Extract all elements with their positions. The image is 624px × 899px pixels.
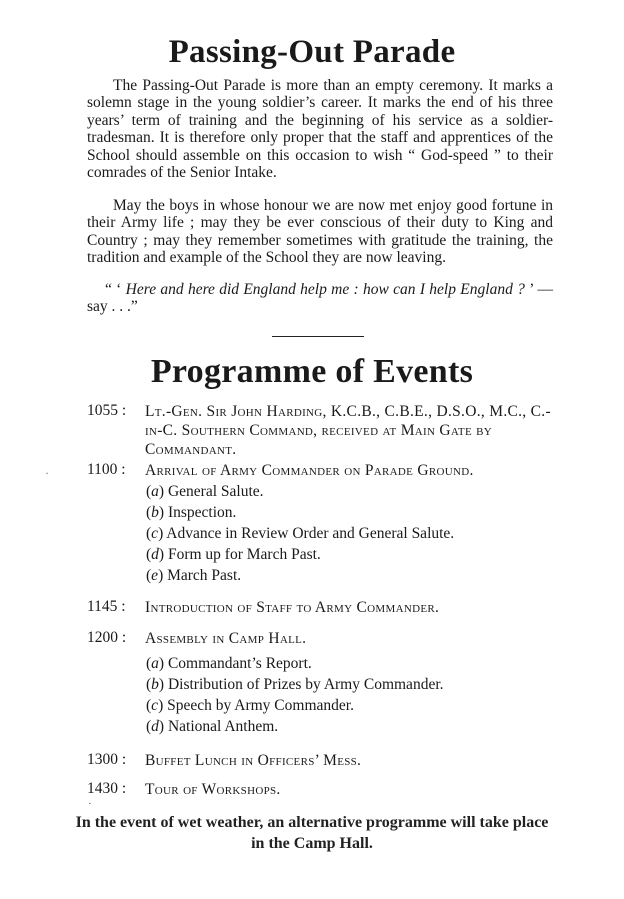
event-1100-item-d: (d) Form up for March Past.: [146, 546, 321, 563]
event-1100-item-b: (b) Inspection.: [146, 504, 237, 521]
event-1100-item-c: (c) Advance in Review Order and General Salute.: [146, 525, 455, 542]
event-1200-item-b: (b) Distribution of Prizes by Army Commander.: [146, 676, 444, 693]
programme-page: Passing-Out Parade The Passing-Out Parade is more than an empty ceremony. It marks a solemn stage in the young soldier’s career. It marks the end of his three years’ term of training and the beginning of his service as a soldier-tradesman. It is therefore only proper that the staff and apprentices of the School should assemble on this occasion to wish “ God-speed ” to their comrades of the Senior Intake. May the boys in whose honour we are now met enjoy good fortune in their Army life ; may they be ever conscious of their duty to King and Country ; may they remember sometimes with gratitude the training, the tradition and example of the School they are now leaving. “ ‘ Here and here did England help me : how can I help England ? ’ — say . . .” Programme of Events · · 1055 : Lt.-Gen. Sir John Harding, K.C.B., C.B.E., D.S.O., M.C., C.-in-C. Southern Command, received at Main Gate by Commandant. 1100 : Arrival of Army Commander on Parade Ground. (a) General Salute. (b) Inspection. (c) Advance in Review Order and General Salute. (d) Form up for March Past. (e) March Past. 1145 : Introduction of Staff to Army Commander. 1200 : Assembly in Camp Hall. (a) Commandant’s Report. (b) Distribution of Prizes by Army Commander. (c) Speech by Army Commander. (d) National Anthem. 1300 : Buffet Lunch in Officers’ Mess. 1430 : Tour of Workshops. In the event of wet weather, an alternative programme will take place in the Camp Hall.: [0, 0, 624, 899]
stray-mark: ·: [45, 466, 49, 480]
programme-title: Programme of Events: [150, 353, 474, 390]
stray-mark-2: ·: [88, 798, 92, 810]
event-1100-item-e: (e) March Past.: [146, 567, 242, 584]
quotation: “ ‘ Here and here did England help me : how can I help England ? ’ — say . . .”: [87, 281, 554, 316]
event-1200-item-a: (a) Commandant’s Report.: [146, 655, 312, 672]
event-1100-item-a: (a) General Salute.: [146, 483, 264, 500]
intro-paragraph-2: May the boys in whose honour we are now met enjoy good fortune in their Army life ; may they be ever conscious of their duty to King and Country ; may they remember sometimes with gratitude the training, the tradition and example of the School they are now leaving.: [87, 197, 553, 267]
intro-paragraph-1: The Passing-Out Parade is more than an empty ceremony. It marks a solemn stage in the young soldier’s career. It marks the end of his three years’ term of training and the beginning of his service as a soldier-tradesman. It is therefore only proper that the staff and apprentices of the School should assemble on this occasion to wish “ God-speed ” to their comrades of the Senior Intake.: [87, 77, 553, 182]
event-1200-item-d: (d) National Anthem.: [146, 718, 279, 735]
wet-weather-note: In the event of wet weather, an alternative programme will take place in the Camp Hall.: [75, 814, 549, 852]
passing-out-title: Passing-Out Parade: [168, 34, 456, 70]
section-divider: [272, 336, 364, 337]
event-1200-item-c: (c) Speech by Army Commander.: [146, 697, 354, 714]
